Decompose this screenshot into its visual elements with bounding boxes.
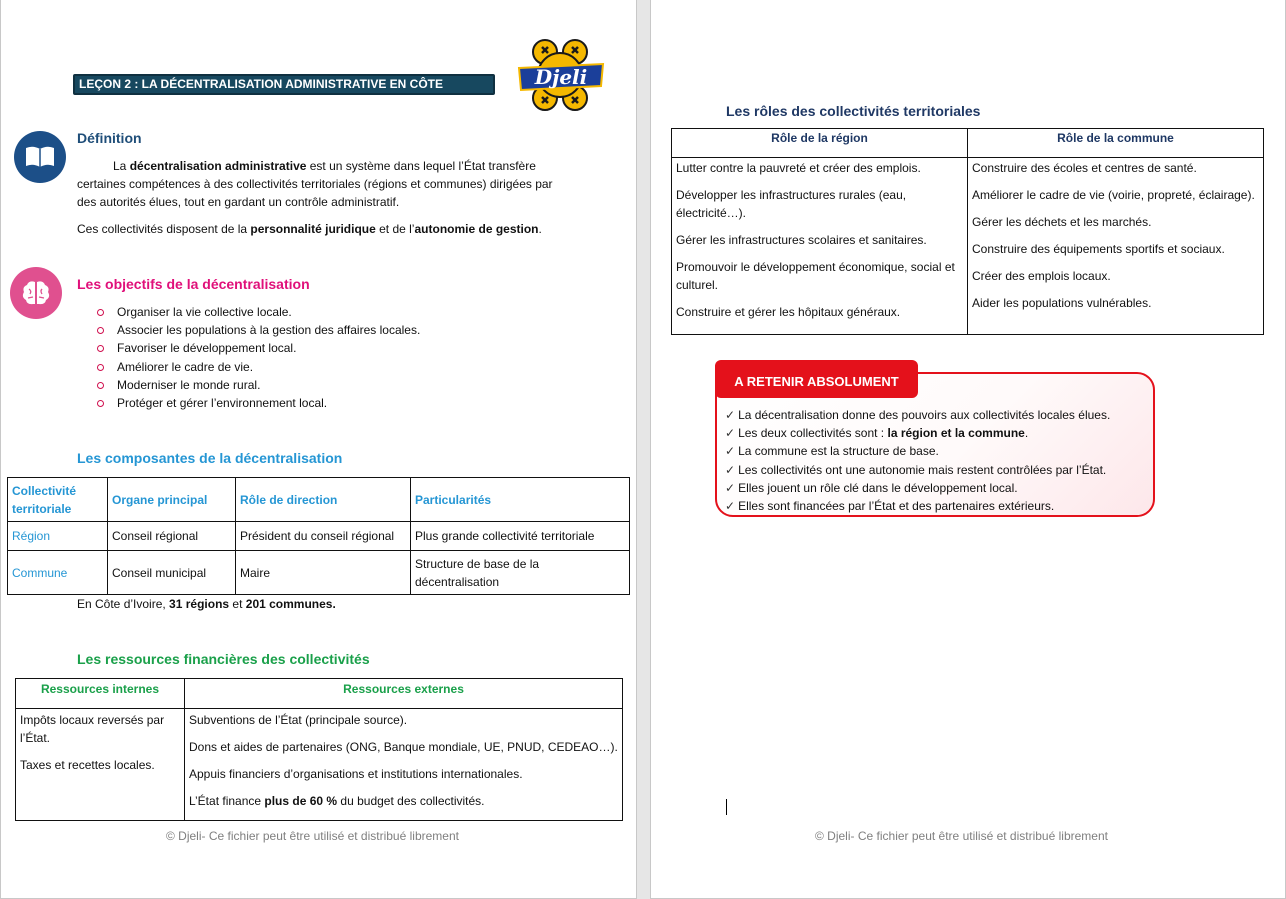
definition-title: Définition	[77, 130, 142, 146]
page-footer: © Djeli- Ce fichier peut être utilisé et distribué librement	[166, 829, 459, 843]
resources-title: Les ressources financières des collectivités	[77, 651, 370, 667]
circle-bullet-icon	[97, 382, 104, 389]
resource-item: Dons et aides de partenaires (ONG, Banque mondiale, UE, PNUD, CEDEAO…).	[189, 740, 618, 754]
list-item: Associer les populations à la gestion des affaires locales.	[95, 321, 420, 339]
table-row	[8, 551, 630, 595]
circle-bullet-icon	[97, 327, 104, 334]
table-cell: Commune	[8, 551, 108, 595]
retain-list	[725, 406, 1110, 515]
role-item: Promouvoir le développement économique, social et culturel.	[676, 260, 955, 292]
list-item: ✓ Elles jouent un rôle clé dans le développement local.	[725, 480, 1018, 495]
resource-item: Appuis financiers d’organisations et institutions internationales.	[189, 767, 523, 781]
check-icon: ✓	[725, 444, 736, 459]
role-item: Développer les infrastructures rurales (eau, électricité…).	[676, 188, 907, 220]
circle-bullet-icon	[97, 345, 104, 352]
role-item: Construire des écoles et centres de santé.	[972, 161, 1197, 175]
table-row	[672, 158, 1264, 335]
page-footer: © Djeli- Ce fichier peut être utilisé et distribué librement	[815, 829, 1108, 843]
components-note: En Côte d’Ivoire, 31 régions et 201 communes.	[77, 597, 336, 611]
role-item: Gérer les déchets et les marchés.	[972, 215, 1152, 229]
circle-bullet-icon	[97, 309, 104, 316]
table-cell: Conseil municipal	[108, 551, 236, 595]
resource-item: Subventions de l’État (principale source).	[189, 713, 408, 727]
page-1	[1, 0, 636, 898]
table-header: Organe principal	[108, 478, 236, 522]
table-cell	[185, 709, 623, 821]
list-item: Moderniser le monde rural.	[95, 376, 420, 394]
table-cell	[16, 709, 185, 821]
resource-item: Impôts locaux reversés par l’État.	[20, 713, 165, 745]
check-icon: ✓	[725, 499, 736, 514]
table-header: Particularités	[411, 478, 630, 522]
table-cell: Plus grande collectivité territoriale	[411, 522, 630, 551]
check-icon: ✓	[725, 462, 736, 477]
list-item: ✓ Les collectivités ont une autonomie mais restent contrôlées par l’État.	[725, 462, 1107, 477]
table-cell: Région	[8, 522, 108, 551]
table-cell	[968, 158, 1264, 335]
table-cell: Président du conseil régional	[236, 522, 411, 551]
table-header: Collectivité territoriale	[8, 478, 108, 522]
table-cell: Conseil régional	[108, 522, 236, 551]
list-item: Organiser la vie collective locale.	[95, 303, 420, 321]
resource-note: L’État finance plus de 60 % du budget des collectivités.	[189, 794, 485, 808]
components-table	[7, 477, 630, 595]
list-item: Protéger et gérer l’environnement local.	[95, 394, 420, 412]
role-item: Gérer les infrastructures scolaires et sanitaires.	[676, 233, 927, 247]
roles-table	[671, 128, 1264, 335]
table-header: Ressources internes	[16, 679, 185, 709]
roles-title: Les rôles des collectivités territoriales	[726, 103, 981, 119]
page-2	[651, 0, 1285, 898]
check-icon: ✓	[725, 480, 736, 495]
list-item: ✓ La commune est la structure de base.	[725, 444, 939, 459]
table-header: Rôle de la région	[672, 129, 968, 158]
book-icon	[14, 131, 66, 183]
table-cell	[672, 158, 968, 335]
table-header-row	[8, 478, 630, 522]
role-item: Lutter contre la pauvreté et créer des emplois.	[676, 161, 921, 175]
circle-bullet-icon	[97, 364, 104, 371]
resource-item: Taxes et recettes locales.	[20, 758, 155, 772]
components-title: Les composantes de la décentralisation	[77, 450, 343, 466]
lesson-title: LEÇON 2 : LA DÉCENTRALISATION ADMINISTRATIVE EN CÔTE D’IVOIRE	[73, 74, 495, 95]
logo-text: Djeli	[534, 65, 588, 89]
role-item: Aider les populations vulnérables.	[972, 296, 1152, 310]
table-header: Rôle de direction	[236, 478, 411, 522]
table-cell: Structure de base de la décentralisation	[411, 551, 630, 595]
list-item: Améliorer le cadre de vie.	[95, 358, 420, 376]
table-header: Ressources externes	[185, 679, 623, 709]
table-header-row	[672, 129, 1264, 158]
list-item: Favoriser le développement local.	[95, 339, 420, 357]
objectives-title: Les objectifs de la décentralisation	[77, 276, 310, 292]
table-header-row	[16, 679, 623, 709]
check-icon: ✓	[725, 408, 736, 422]
list-item: ✓ La décentralisation donne des pouvoirs aux collectivités locales élues.	[725, 408, 1111, 422]
circle-bullet-icon	[97, 400, 104, 407]
role-item: Créer des emplois locaux.	[972, 269, 1111, 283]
brain-icon	[10, 267, 62, 319]
retain-title: A RETENIR ABSOLUMENT	[715, 360, 918, 398]
resources-table	[15, 678, 623, 821]
role-item: Améliorer le cadre de vie (voirie, propreté, éclairage).	[972, 188, 1255, 202]
definition-paragraph-2: Ces collectivités disposent de la personnalité juridique et de l’autonomie de gestion.	[77, 222, 542, 236]
table-row	[8, 522, 630, 551]
definition-paragraph: La décentralisation administrative est un système dans lequel l’État transfère certaines compétences à des collectivités territoriales (régions et communes) dirigées par des autorités élues, tout en gardant un contrôle administratif.	[77, 159, 553, 209]
role-item: Construire et gérer les hôpitaux généraux.	[676, 305, 901, 319]
role-item: Construire des équipements sportifs et sociaux.	[972, 242, 1225, 256]
objectives-list	[95, 303, 420, 412]
djeli-logo	[515, 38, 607, 114]
table-header: Rôle de la commune	[968, 129, 1264, 158]
text-cursor[interactable]	[726, 799, 727, 815]
table-row	[16, 709, 623, 821]
list-item: ✓ Les deux collectivités sont : la région et la commune.	[725, 426, 1029, 441]
check-icon: ✓	[725, 426, 736, 441]
list-item: ✓ Elles sont financées par l’État et des partenaires extérieurs.	[725, 499, 1055, 514]
table-cell: Maire	[236, 551, 411, 595]
